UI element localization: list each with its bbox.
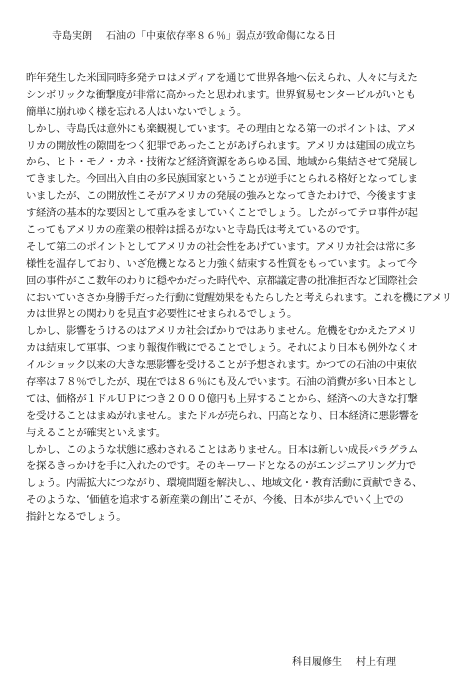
text-line: シンボリックな衝撃度が非常に高かったと思われます。世界貿易センタービルがいとも xyxy=(26,88,416,101)
text-line: イルショック以来の大きな悪影響を受けることが予想されます。かつての石油の中東依 xyxy=(26,359,417,372)
body-text xyxy=(26,70,454,526)
document-title xyxy=(52,30,452,44)
text-line: いましたが、この開放性こそがアメリカの発展の強みとなってきたわけで、今後ますま xyxy=(26,190,417,203)
text-line: てきました。今回出入自由の多民族国家ということが逆手にとられる格好となってしま xyxy=(26,173,418,186)
text-line: 存率は７８％でしたが、現在では８６％にも及んでいます。石油の消費が多い日本とし xyxy=(26,376,417,389)
text-line: カは結束して軍事、つまり報復作戦にでることでしょう。それにより日本も例外なくオ xyxy=(26,342,418,355)
text-line: 回の事件がここ数年のわりに穏やかだった時代や、京都議定書の批准拒否など国際社会 xyxy=(26,274,418,287)
author-name: 寺島実朗 xyxy=(52,31,92,42)
text-line: しかし、影響をうけるのはアメリカ社会ばかりではありません。危機をむかえたアメリ xyxy=(26,325,417,338)
signature xyxy=(292,656,396,670)
text-line: す経済の基本的な要因として重みをましていくことでしょう。したがってテロ事件が起 xyxy=(26,207,418,220)
text-line: から、ヒト・モノ・カネ・技術など経済資源をあらゆる国、地域から集結させて発展し xyxy=(26,156,418,169)
text-line: 昨年発生した米国同時多発テロはメディアを通じて世界各地へ伝えられ、人々に与えた xyxy=(26,72,418,84)
text-line: しかし、このような状態に惑わされることはありません。日本は新しい成長パラグラム xyxy=(26,443,419,456)
text-line: 与えることが確実といえます。 xyxy=(26,426,166,439)
text-line: ては、価格が１ドルＵＰにつき２０００億円も上昇することから、経済への大きな打撃 xyxy=(26,392,418,405)
headline: 石油の「中東依存率８６％」弱点が致命傷になる日 xyxy=(106,31,336,42)
text-line: しょう。内需拡大につながり、環境問題を解決し、、地域文化・教育活動に貢献できる、 xyxy=(26,477,423,490)
text-line: を受けることはまぬがれません。またドルが売られ、円高となり、日本経済に悪影響を xyxy=(26,409,419,422)
text-line: カは世界との関わりを見直す必要性にせまられるでしょう。 xyxy=(26,308,297,321)
text-line: においていささか身勝手だった行動に覚醒効果をもたらしたと考えられます。これを機にアメリ xyxy=(26,291,452,304)
text-line: 様性を温存しており、いざ危機となると力強く結束する性質をもっています。よって今 xyxy=(26,257,417,270)
text-line: こってもアメリカの産業の根幹は揺るがないと寺島氏は考えているのです。 xyxy=(26,224,366,237)
signature-name: 村上有理 xyxy=(356,657,396,668)
text-line: そして第二のポイントとしてアメリカの社会性をあげています。アメリカ社会は常に多 xyxy=(26,240,416,253)
text-line: しかし、寺島氏は意外にも楽観視しています。その理由となる第一のポイントは、アメ xyxy=(26,122,417,135)
text-line: を探るきっかけを手に入れたのです。そのキーワードとなるのがエンジニアリング力で xyxy=(26,460,416,473)
text-line: そのような、‘価値を追求する新産業の創出’こそが、今後、日本が歩んでいく上での xyxy=(26,494,404,507)
text-line: リカの開放性の隙間をつく犯罪であったことがあげられます。アメリカは建国の成立ち xyxy=(26,139,416,152)
text-line: 指針となるでしょう。 xyxy=(26,511,127,524)
signature-department: 科目履修生 xyxy=(292,657,342,668)
text-line: 簡単に崩れゆく様を忘れる人はいないでしょう。 xyxy=(26,105,247,118)
